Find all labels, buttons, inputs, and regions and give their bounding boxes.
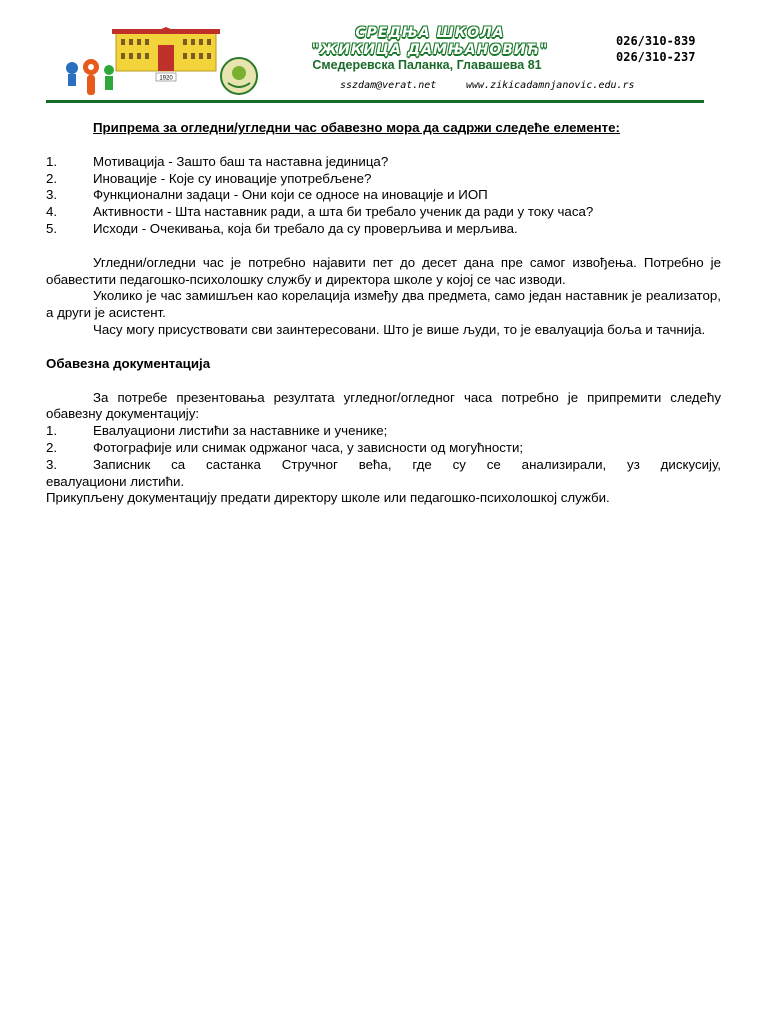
school-name-line1: СРЕДЊА ШКОЛА <box>355 25 505 41</box>
closing-paragraph: Прикупљену документацију предати директору школе или педагошко-психолошкој служби. <box>46 490 610 506</box>
school-address: Смедеревска Паланка, Главашева 81 <box>312 58 542 72</box>
school-email[interactable]: sszdam@verat.net <box>340 80 437 91</box>
list-item: 1. Мотивација - Зашто баш та наставна јединица? <box>46 153 389 169</box>
section-intro: За потребе презентовања резултата угледног/огледног часа потребно је припремити следећу обавезну документацију: <box>46 389 721 422</box>
school-website[interactable]: www.zikicadamnjanovic.edu.rs <box>466 80 635 91</box>
documentation-list <box>46 423 721 473</box>
required-elements-list <box>46 154 721 238</box>
list-item: 3. Функционални задаци - Они који се односе на иновације и ИОП <box>46 187 488 203</box>
letterhead <box>0 0 768 110</box>
children-figures-icon <box>62 58 118 100</box>
school-building-logo <box>112 27 220 91</box>
documentation-continuation: евалуациони листићи. <box>46 473 185 489</box>
phone-number-2: 026/310-237 <box>616 50 696 64</box>
document-title: Припрема за огледни/угледни час обавезно мора да садржи следеће елементе: <box>93 120 620 135</box>
building-year: 1920 <box>159 75 173 82</box>
list-item: 4. Активности - Шта наставник ради, а шта би требало ученик да ради у току часа? <box>46 204 594 220</box>
list-item: 2. Фотографије или снимак одржаног часа, у зависности од могућности; <box>46 439 524 455</box>
school-name-line2: "ЖИКИЦА ДАМЊАНОВИЋ" <box>311 42 549 58</box>
paragraph-announcement: Угледни/огледни час је потребно најавити пет до десет дана пре самог извођења. Потребно је обавестити педагошко-психолошку службу и директора школе у којој се час изводи. <box>46 254 721 287</box>
section-title: Обавезна документација <box>46 355 211 371</box>
list-item: 1. Евалуациони листићи за наставнике и ученике; <box>46 423 388 439</box>
round-seal-icon <box>218 55 260 97</box>
paragraph-correlation: Уколико је час замишљен као корелација између два предмета, само један наставник је реализатор, а други је асистент. <box>46 288 721 321</box>
header-divider <box>46 100 704 103</box>
phone-number-1: 026/310-839 <box>616 34 696 48</box>
list-item: 3. Записник са састанка Стручног већа, где су се анализирали, уз дискусију, <box>46 456 721 472</box>
document-body <box>46 120 721 507</box>
list-item: 2. Иновације - Које су иновације употребљене? <box>46 170 372 186</box>
list-item: 5. Исходи - Очекивања, која би требало да су проверљива и мерљива. <box>46 220 518 236</box>
paragraph-attendance: Часу могу присуствовати сви заинтересовани. Што је више људи, то је евалуација боља и тачнија. <box>93 321 706 337</box>
